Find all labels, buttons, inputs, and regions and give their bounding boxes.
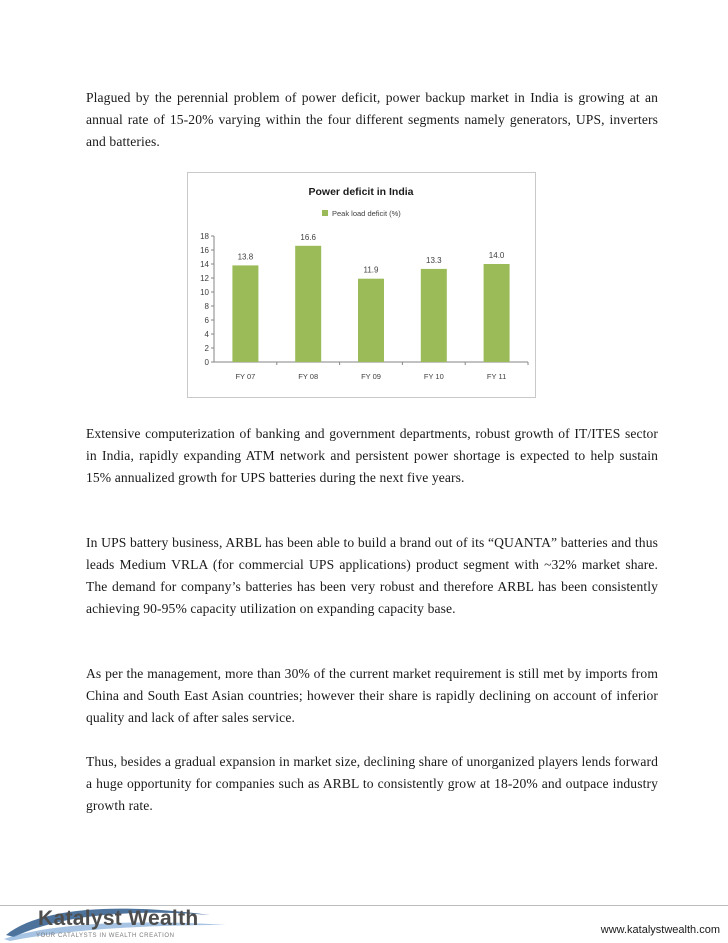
power-deficit-chart (187, 172, 536, 398)
bar (484, 264, 510, 362)
paragraph-opportunity: Thus, besides a gradual expansion in market size, declining share of unorganized players lends forward a huge opportunity for companies such as ARBL to consistently grow at 18-20% and outpace industry growth rate. (86, 754, 658, 813)
x-tick-label: FY 09 (361, 372, 381, 381)
bar-value-label: 11.9 (363, 265, 379, 275)
x-tick-label: FY 07 (235, 372, 256, 381)
bar (421, 269, 447, 362)
x-tick-label: FY 10 (423, 372, 444, 381)
y-tick-label: 6 (204, 316, 209, 325)
x-tick-label: FY 08 (298, 372, 319, 381)
y-tick-label: 8 (204, 302, 209, 311)
katalyst-wealth-logo (0, 905, 230, 943)
y-tick-label: 2 (204, 344, 209, 353)
paragraph-ups-business: In UPS battery business, ARBL has been able to build a brand out of its “QUANTA” batteries and thus leads Medium VRLA (for commercial UPS applications) product segment with ~32% market share. The demand for company’s batteries has been very robust and therefore ARBL has been consistently achieving 90-95% capacity utilization on expanding capacity base. (86, 535, 658, 616)
y-tick-label: 4 (204, 330, 209, 339)
y-tick-label: 14 (200, 260, 209, 269)
bar (358, 279, 384, 362)
paragraph-intro: Plagued by the perennial problem of power deficit, power backup market in India is growing at an annual rate of 15-20% varying within the four different segments namely generators, UPS, inverters and batteries. (86, 90, 658, 149)
y-tick-label: 12 (200, 274, 209, 283)
logo-name: Katalyst Wealth (38, 907, 199, 930)
bar-value-label: 16.6 (300, 232, 316, 242)
chart-bars (232, 233, 509, 362)
bar-value-label: 13.8 (237, 252, 254, 262)
y-tick-label: 10 (200, 288, 209, 297)
bar-value-label: 13.3 (426, 255, 442, 265)
x-tick-label: FY 11 (486, 372, 507, 381)
y-tick-label: 16 (200, 246, 209, 255)
logo-tagline: YOUR CATALYSTS IN WEALTH CREATION (36, 933, 175, 939)
bar (295, 246, 321, 362)
chart-canvas (188, 173, 535, 397)
website-url[interactable]: www.katalystwealth.com (600, 924, 720, 936)
legend-label: Peak load deficit (%) (332, 209, 401, 218)
legend-swatch (322, 210, 328, 216)
y-tick-label: 0 (204, 358, 209, 367)
y-tick-label: 18 (200, 232, 209, 241)
chart-title: Power deficit in India (308, 186, 414, 198)
bar-value-label: 14.0 (488, 251, 505, 260)
paragraph-computerization: Extensive computerization of banking and government departments, robust growth of IT/ITES sector in India, rapidly expanding ATM network and persistent power shortage is expected to help sustain 15% annualized growth for UPS batteries during the next five years. (86, 426, 658, 485)
paragraph-imports: As per the management, more than 30% of the current market requirement is still met by imports from China and South East Asian countries; however their share is rapidly declining on account of inferior quality and lack of after sales service. (86, 666, 658, 725)
bar (232, 265, 258, 362)
